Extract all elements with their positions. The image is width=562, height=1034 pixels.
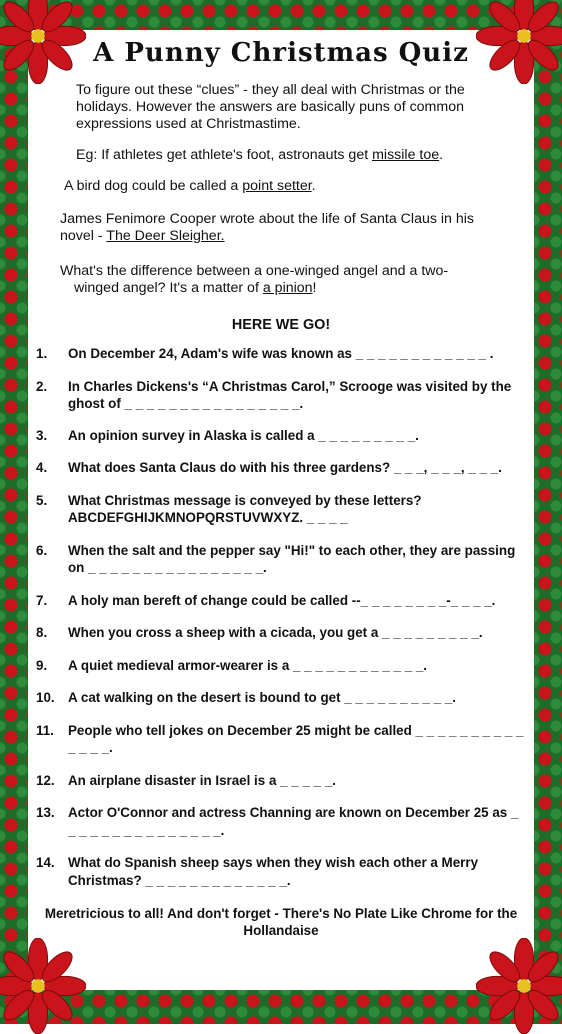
question-text: What do Spanish sheep says when they wish each other a Merry Christmas? _ _ _ _ _ _ _ _ _ _ _ _ _. (68, 855, 479, 888)
question-item (36, 804, 526, 839)
question-number: 13. (36, 805, 55, 820)
quiz-content (36, 38, 526, 939)
question-item (36, 772, 526, 790)
holly-border-left (0, 0, 28, 1024)
question-number: 4. (36, 460, 48, 475)
question-item (36, 427, 526, 445)
poinsettia-icon (476, 938, 562, 1034)
section-heading: HERE WE GO! (231, 317, 331, 333)
question-text: Actor O'Connor and actress Channing are known on December 25 as _ _ _ _ _ _ _ _ _ _ _ _ _ _ _. (68, 805, 519, 838)
question-number: 7. (36, 592, 48, 608)
example-1 (76, 147, 526, 164)
example-text: What's the difference between a one-winged angel and a two- (60, 263, 449, 279)
example-text: James Fenimore Cooper wrote about the life of Santa Claus in his novel - (60, 211, 475, 244)
question-number: 11. (36, 722, 54, 738)
question-item (36, 689, 526, 707)
example-answer: a pinion (262, 280, 313, 296)
question-text: When you cross a sheep with a cicada, you get a _ _ _ _ _ _ _ _ _. (68, 625, 483, 640)
question-item (36, 657, 526, 675)
question-text: A quiet medieval armor-wearer is a _ _ _ _ _ _ _ _ _ _ _ _. (68, 657, 428, 673)
question-item (36, 592, 526, 610)
question-number: 5. (36, 492, 48, 508)
question-number: 9. (36, 657, 48, 673)
question-number: 10. (36, 690, 55, 705)
poinsettia-icon (0, 938, 86, 1034)
example-text: . (311, 178, 316, 194)
example-text: ! (312, 280, 317, 296)
question-item (36, 378, 526, 413)
question-text: What does Santa Claus do with his three gardens? _ _ _, _ _ _, _ _ _. (68, 460, 502, 475)
closing-message: Meretricious to all! And don't forget - There's No Plate Like Chrome for the Hollandaise (44, 906, 518, 938)
example-answer: point setter (242, 178, 312, 194)
question-item (36, 492, 526, 527)
question-item (36, 542, 526, 577)
question-text: A holy man bereft of change could be called --_ _ _ _ _ _ _ _-_ _ _ _. (68, 592, 496, 608)
example-4 (60, 263, 470, 297)
example-answer: missile toe (372, 147, 440, 163)
question-text: A cat walking on the desert is bound to get _ _ _ _ _ _ _ _ _ _. (68, 690, 456, 705)
question-text: When the salt and the pepper say "Hi!" to each other, they are passing on _ _ _ _ _ _ _ _ _ _ _ _ _ _ _ _. (68, 542, 516, 575)
page-title: A Punny Christmas Quiz (93, 38, 469, 68)
question-item (36, 722, 526, 757)
question-list (36, 345, 526, 889)
example-answer: The Deer Sleigher. (106, 228, 225, 244)
question-text: An opinion survey in Alaska is called a _ _ _ _ _ _ _ _ _. (68, 427, 419, 443)
example-text: A bird dog could be called a (64, 178, 243, 194)
question-item (36, 459, 526, 477)
question-item (36, 854, 526, 889)
example-text: winged angel? It's a matter of (74, 280, 263, 296)
question-number: 2. (36, 378, 48, 394)
intro-paragraph: To figure out these “clues” - they all deal with Christmas or the holidays. However the answers are basically puns of common expressions used at Christmastime. (76, 82, 465, 132)
question-text: In Charles Dickens's “A Christmas Carol,” Scrooge was visited by the ghost of _ _ _ _ _ _ _ _ _ _ _ _ _ _ _ _. (68, 378, 512, 411)
question-item (36, 624, 526, 642)
question-number: 1. (36, 346, 48, 361)
question-number: 12. (36, 772, 55, 788)
question-text: An airplane disaster in Israel is a _ _ _ _ _. (68, 772, 336, 788)
question-number: 6. (36, 542, 48, 558)
question-number: 14. (36, 855, 55, 870)
question-text: People who tell jokes on December 25 might be called _ _ _ _ _ _ _ _ _ _ _ _ _ _. (68, 722, 524, 755)
question-text: What Christmas message is conveyed by these letters? ABCDEFGHIJKMNOPQRSTUVWXYZ. _ _ _ _ (68, 492, 422, 525)
holly-border-right (534, 0, 562, 1024)
example-text: . (439, 147, 444, 163)
question-number: 8. (36, 625, 48, 640)
example-text: Eg: If athletes get athlete's foot, astronauts get (76, 147, 373, 163)
example-2 (64, 178, 526, 195)
question-item (36, 345, 526, 363)
example-3 (60, 211, 480, 245)
question-number: 3. (36, 427, 48, 443)
question-text: On December 24, Adam's wife was known as _ _ _ _ _ _ _ _ _ _ _ _ . (68, 346, 494, 361)
